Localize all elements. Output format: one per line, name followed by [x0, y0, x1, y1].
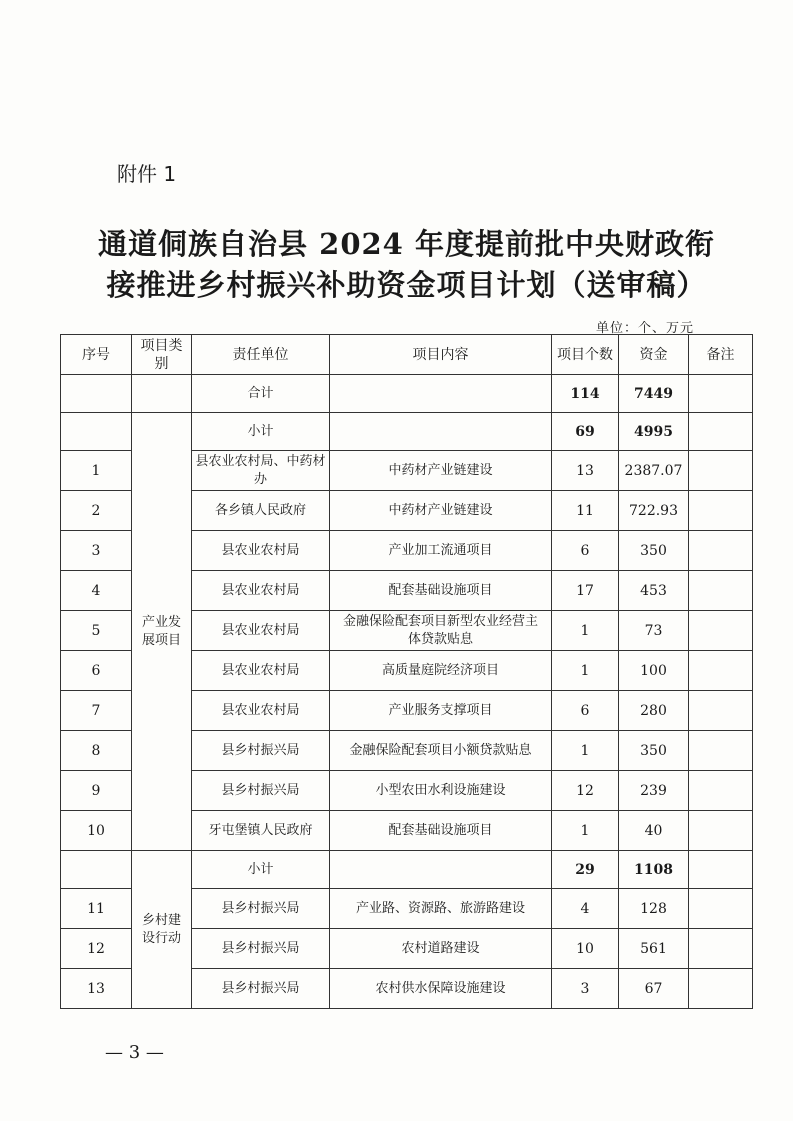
- row-funds: 128: [619, 889, 689, 929]
- row-note: [689, 531, 753, 571]
- row-seq: 8: [61, 731, 132, 771]
- row-content: 农村道路建设: [330, 929, 552, 969]
- row-note: [689, 611, 753, 651]
- row-count: 6: [552, 691, 619, 731]
- row-note: [689, 691, 753, 731]
- row-content: 产业加工流通项目: [330, 531, 552, 571]
- subtotal-row-1: [61, 413, 753, 451]
- row-count: 1: [552, 651, 619, 691]
- row-seq: 7: [61, 691, 132, 731]
- row-seq: 1: [61, 451, 132, 491]
- row-count: 1: [552, 811, 619, 851]
- row-count: 13: [552, 451, 619, 491]
- row-unit: 县乡村振兴局: [192, 969, 330, 1009]
- row-note: [689, 491, 753, 531]
- row-funds: 100: [619, 651, 689, 691]
- unit-note: 单位：个、万元: [596, 321, 695, 336]
- cell: [689, 851, 753, 889]
- document-title-line2: 接推进乡村振兴补助资金项目计划（送审稿）: [106, 268, 707, 302]
- row-content: 小型农田水利设施建设: [330, 771, 552, 811]
- row-seq: 2: [61, 491, 132, 531]
- total-funds: 7449: [619, 375, 689, 413]
- row-seq: 6: [61, 651, 132, 691]
- header-content: 项目内容: [330, 335, 552, 375]
- row-note: [689, 651, 753, 691]
- header-note: 备注: [689, 335, 753, 375]
- row-note: [689, 771, 753, 811]
- subtotal-row-2: [61, 851, 753, 889]
- row-content: 产业路、资源路、旅游路建设: [330, 889, 552, 929]
- row-unit: 县农业农村局: [192, 691, 330, 731]
- subtotal-count: 69: [552, 413, 619, 451]
- header-count: 项目个数: [552, 335, 619, 375]
- cell: [330, 851, 552, 889]
- row-note: [689, 889, 753, 929]
- row-unit: 县乡村振兴局: [192, 929, 330, 969]
- row-funds: 722.93: [619, 491, 689, 531]
- header-unit: 责任单位: [192, 335, 330, 375]
- cell: [330, 375, 552, 413]
- row-seq: 5: [61, 611, 132, 651]
- row-funds: 561: [619, 929, 689, 969]
- header-seq: 序号: [61, 335, 132, 375]
- row-count: 3: [552, 969, 619, 1009]
- row-count: 12: [552, 771, 619, 811]
- total-count: 114: [552, 375, 619, 413]
- row-content: 产业服务支撑项目: [330, 691, 552, 731]
- row-funds: 350: [619, 531, 689, 571]
- row-funds: 350: [619, 731, 689, 771]
- subtotal-funds: 4995: [619, 413, 689, 451]
- row-unit: 县农业农村局: [192, 571, 330, 611]
- row-note: [689, 731, 753, 771]
- row-unit: 牙屯堡镇人民政府: [192, 811, 330, 851]
- row-count: 11: [552, 491, 619, 531]
- project-plan-table: [60, 334, 753, 1009]
- row-content: 农村供水保障设施建设: [330, 969, 552, 1009]
- row-content: 中药材产业链建设: [330, 451, 552, 491]
- row-unit: 各乡镇人民政府: [192, 491, 330, 531]
- row-note: [689, 811, 753, 851]
- row-content: 金融保险配套项目新型农业经营主体贷款贴息: [330, 611, 552, 651]
- header-funds: 资金: [619, 335, 689, 375]
- row-unit: 县农业农村局: [192, 531, 330, 571]
- row-seq: 12: [61, 929, 132, 969]
- row-unit: 县乡村振兴局: [192, 771, 330, 811]
- row-count: 4: [552, 889, 619, 929]
- header-category: 项目类别: [132, 335, 192, 375]
- table-header-row: [61, 335, 753, 375]
- category-industry: 产业发展项目: [132, 413, 192, 851]
- row-funds: 2387.07: [619, 451, 689, 491]
- attachment-label: 附件 1: [117, 162, 177, 186]
- cell: [61, 375, 132, 413]
- cell: [689, 413, 753, 451]
- total-label: 合计: [192, 375, 330, 413]
- row-unit: 县乡村振兴局: [192, 731, 330, 771]
- row-content: 配套基础设施项目: [330, 571, 552, 611]
- row-note: [689, 929, 753, 969]
- row-seq: 3: [61, 531, 132, 571]
- row-content: 中药材产业链建设: [330, 491, 552, 531]
- row-note: [689, 969, 753, 1009]
- subtotal-funds: 1108: [619, 851, 689, 889]
- row-note: [689, 451, 753, 491]
- row-unit: 县农业农村局: [192, 611, 330, 651]
- cell: [689, 375, 753, 413]
- row-seq: 13: [61, 969, 132, 1009]
- row-seq: 10: [61, 811, 132, 851]
- row-content: 配套基础设施项目: [330, 811, 552, 851]
- cell: [330, 413, 552, 451]
- row-count: 10: [552, 929, 619, 969]
- subtotal-count: 29: [552, 851, 619, 889]
- page-number: — 3 —: [105, 1042, 164, 1063]
- cell: [132, 375, 192, 413]
- row-unit: 县农业农村局: [192, 651, 330, 691]
- row-funds: 280: [619, 691, 689, 731]
- row-funds: 40: [619, 811, 689, 851]
- row-seq: 11: [61, 889, 132, 929]
- row-funds: 73: [619, 611, 689, 651]
- document-title-line1: 通道侗族自治县 2024 年度提前批中央财政衔: [98, 227, 715, 261]
- row-seq: 4: [61, 571, 132, 611]
- row-count: 1: [552, 731, 619, 771]
- subtotal-label: 小计: [192, 851, 330, 889]
- row-funds: 453: [619, 571, 689, 611]
- row-count: 1: [552, 611, 619, 651]
- row-unit: 县农业农村局、中药材办: [192, 451, 330, 491]
- row-content: 金融保险配套项目小额贷款贴息: [330, 731, 552, 771]
- row-unit: 县乡村振兴局: [192, 889, 330, 929]
- cell: [61, 413, 132, 451]
- category-rural-construction: 乡村建设行动: [132, 851, 192, 1009]
- row-count: 6: [552, 531, 619, 571]
- row-count: 17: [552, 571, 619, 611]
- cell: [61, 851, 132, 889]
- subtotal-label: 小计: [192, 413, 330, 451]
- row-seq: 9: [61, 771, 132, 811]
- row-funds: 239: [619, 771, 689, 811]
- total-row: [61, 375, 753, 413]
- row-content: 高质量庭院经济项目: [330, 651, 552, 691]
- row-funds: 67: [619, 969, 689, 1009]
- row-note: [689, 571, 753, 611]
